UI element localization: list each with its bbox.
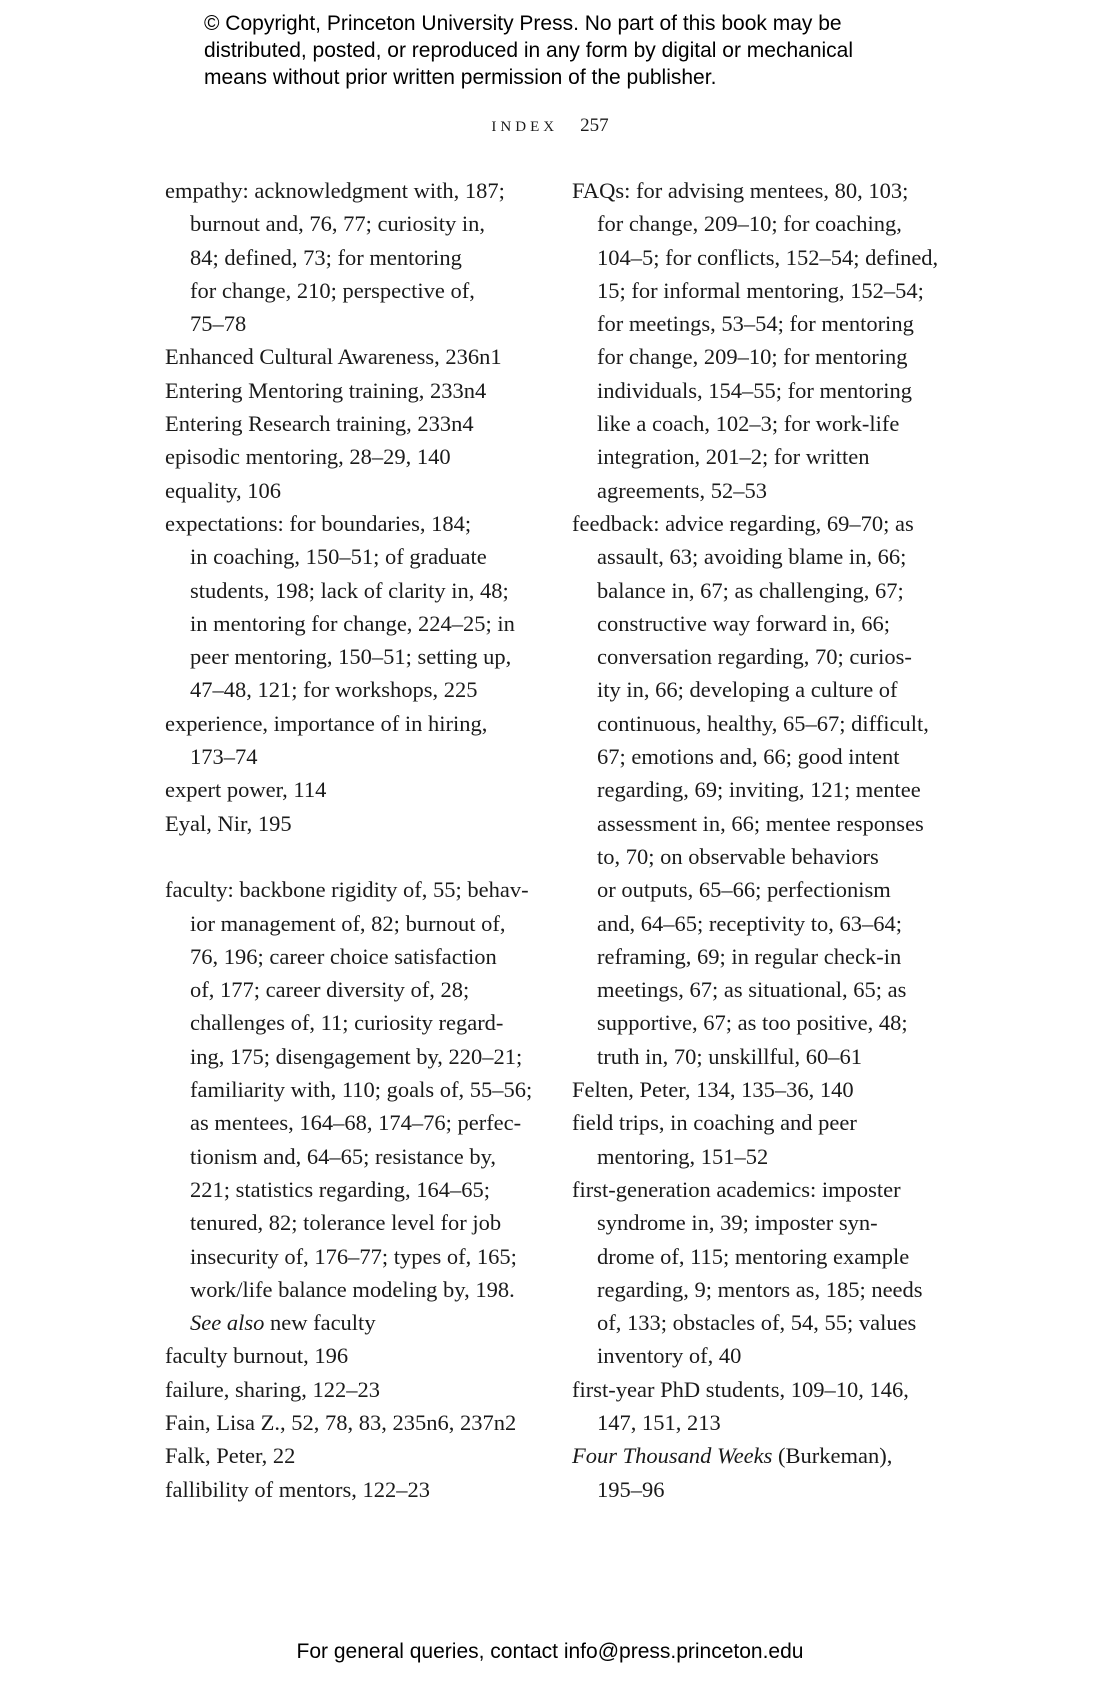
index-column-right xyxy=(572,174,944,1506)
index-entry: Falk, Peter, 22 xyxy=(165,1443,296,1469)
index-column-left xyxy=(165,174,537,1506)
section-label: INDEX xyxy=(491,119,559,135)
index-entry: feedback: advice regarding, 69–70; as assault, 63; avoiding blame in, 66; balance in, 67; as challenging, 67; constructive way forward in, 66; conversation regarding, 70; curios- ity in, 66; developing a culture of continuous, healthy, 65–67; difficult, 67; emotions and, 66; good intent regarding, 69; inviting, 121; mentee assessment in, 66; mentee responses to, 70; on observable behaviors or outputs, 65–66; perfectionism and, 64–65; receptivity to, 63–64; reframing, 69; in regular check-in meetings, 67; as situational, 65; as supportive, 67; as too positive, 48; truth in, 70; unskillful, 60–61 xyxy=(572,510,929,1069)
index-entry: Eyal, Nir, 195 xyxy=(165,810,292,836)
index-entry: Entering Research training, 233n4 xyxy=(165,411,474,437)
index-entry: failure, sharing, 122–23 xyxy=(165,1376,380,1402)
entry-text: faculty: backbone rigidity of, 55; behav- ior management of, 82; burnout of, 76, 196; career choice satisfaction of, 177; career diversity of, 28; challenges of, 11; curiosity regard- ing, 175; disengagement by, 220–21; familiarity with, 110; goals of, 55–56; as mentees, 164–68, 174–76; perfec- tionism and, 64–65; resistance by, 221; statistics regarding, 164–65; tenured, 82; tolerance level for job insecurity of, 176–77; types of, 165; work/life balance modeling by, 198. xyxy=(165,877,533,1302)
entry-text: (Burkeman), 195–96 xyxy=(597,1443,893,1502)
index-entry: Enhanced Cultural Awareness, 236n1 xyxy=(165,344,502,370)
index-entry: FAQs: for advising mentees, 80, 103; for change, 209–10; for coaching, 104–5; for conflicts, 152–54; defined, 15; for informal mentoring, 152–54; for meetings, 53–54; for mentoring for change, 209–10; for mentoring individuals, 154–55; for mentoring like a coach, 102–3; for work-life integration, 201–2; for written agreements, 52–53 xyxy=(572,178,939,503)
index-entry: first-year PhD students, 109–10, 146, 147, 151, 213 xyxy=(572,1376,909,1435)
index-entry: expectations: for boundaries, 184; in coaching, 150–51; of graduate students, 198; lack of clarity in, 48; in mentoring for change, 224–25; in peer mentoring, 150–51; setting up, 47–48, 121; for workshops, 225 xyxy=(165,510,515,703)
index-entry: fallibility of mentors, 122–23 xyxy=(165,1476,430,1502)
copyright-line: © Copyright, Princeton University Press. No part of this book may be xyxy=(204,12,842,35)
cross-reference-label: See also xyxy=(190,1310,265,1336)
index-entry xyxy=(572,1439,944,1506)
index-entry: faculty burnout, 196 xyxy=(165,1343,349,1369)
index-entry: empathy: acknowledgment with, 187; burnout and, 76, 77; curiosity in, 84; defined, 73; for mentoring for change, 210; perspective of, 75–78 xyxy=(165,178,505,337)
copyright-line: means without prior written permission of the publisher. xyxy=(204,66,717,89)
index-entry: first-generation academics: imposter syndrome in, 39; imposter syn- drome of, 115; mentoring example regarding, 9; mentors as, 185; needs of, 133; obstacles of, 54, 55; values inventory of, 40 xyxy=(572,1176,923,1369)
index-entry: Entering Mentoring training, 233n4 xyxy=(165,377,487,403)
index-entry: expert power, 114 xyxy=(165,777,327,803)
copyright-line: distributed, posted, or reproduced in any form by digital or mechanical xyxy=(204,39,854,62)
cross-reference-target: new faculty xyxy=(264,1310,376,1336)
index-entry: field trips, in coaching and peer mentoring, 151–52 xyxy=(572,1110,857,1169)
copyright-notice xyxy=(204,10,964,91)
page-number: 257 xyxy=(580,115,609,136)
footer-contact: For general queries, contact info@press.princeton.edu xyxy=(296,1640,804,1663)
index-entry: episodic mentoring, 28–29, 140 xyxy=(165,444,451,470)
index-entry: Felten, Peter, 134, 135–36, 140 xyxy=(572,1077,854,1103)
running-head xyxy=(0,113,1100,140)
index-entry: experience, importance of in hiring, 173–74 xyxy=(165,710,488,770)
index-entry xyxy=(165,873,537,1339)
index-entry: Fain, Lisa Z., 52, 78, 83, 235n6, 237n2 xyxy=(165,1409,517,1435)
book-title: Four Thousand Weeks xyxy=(572,1443,773,1469)
index-entry: equality, 106 xyxy=(165,477,282,503)
letter-group-gap xyxy=(165,840,537,873)
